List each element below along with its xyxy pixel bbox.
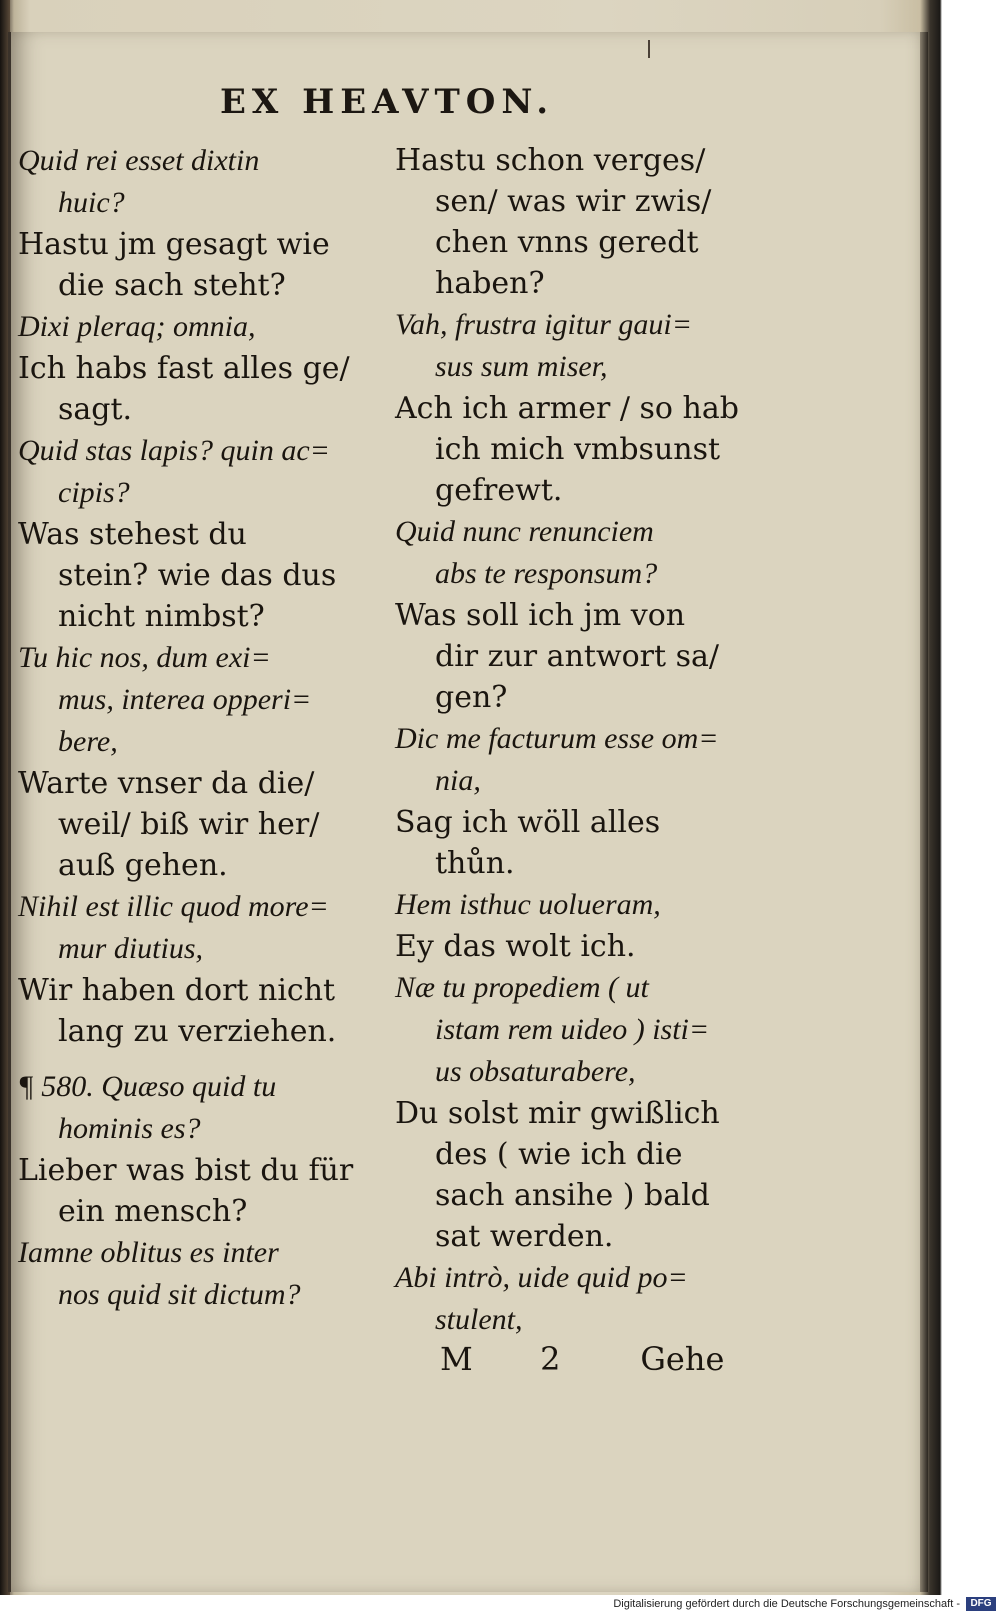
- german-entry: [18, 970, 363, 1052]
- text-line: hominis es?: [58, 1112, 201, 1145]
- latin-entry: [395, 718, 740, 802]
- german-entry: [18, 224, 363, 306]
- text-line: Quid stas lapis? quin ac=: [18, 434, 330, 467]
- text-line: Was stehest du: [18, 517, 247, 552]
- text-line: Quid nunc renunciem: [395, 515, 654, 548]
- text-line: Abi intrò, uide quid po=: [395, 1261, 688, 1294]
- text-line: Du solst mir gwißlich: [395, 1096, 720, 1131]
- latin-entry: [18, 637, 363, 763]
- latin-entry: [395, 511, 740, 595]
- latin-entry: [18, 886, 363, 970]
- text-line: sen/ was wir zwis/: [435, 184, 712, 219]
- text-line: stulent,: [435, 1303, 523, 1336]
- latin-entry: [395, 1257, 740, 1341]
- latin-entry: [18, 430, 363, 514]
- catchword: Gehe: [640, 1340, 725, 1378]
- text-line: auß gehen.: [58, 848, 228, 883]
- signature-mark: M: [440, 1340, 473, 1378]
- text-line: gefrewt.: [435, 473, 563, 508]
- text-line: Lieber was bist du für: [18, 1153, 354, 1188]
- german-entry: [395, 926, 740, 967]
- text-line: lang zu verziehen.: [58, 1014, 337, 1049]
- text-line: ich mich vmbsunst: [435, 432, 721, 467]
- text-line: bere,: [58, 725, 118, 758]
- text-line: chen vnns geredt: [435, 225, 699, 260]
- text-line: dir zur antwort sa/: [435, 639, 720, 674]
- text-line: Warte vnser da die/: [18, 766, 315, 801]
- text-line: sach ansihe ) bald: [435, 1178, 710, 1213]
- text-line: Was soll ich jm von: [395, 598, 686, 633]
- text-line: thůn.: [435, 846, 515, 881]
- text-line: Tu hic nos, dum exi=: [18, 641, 271, 674]
- text-line: Hastu schon verges/: [395, 143, 706, 178]
- text-line: Nihil est illic quod more=: [18, 890, 329, 923]
- text-line: huic?: [58, 186, 125, 219]
- signature-number: 2: [540, 1340, 561, 1378]
- text-line: Vah, frustra igitur gaui=: [395, 308, 692, 341]
- text-line: Sag ich wöll alles: [395, 805, 661, 840]
- text-line: weil/ biß wir her/: [58, 807, 320, 842]
- text-line: ¶ 580. Quæso quid tu: [18, 1070, 277, 1103]
- german-entry: [395, 1093, 740, 1257]
- german-entry: [18, 348, 363, 430]
- entry-gap: [18, 1052, 363, 1066]
- text-line: us obsaturabere,: [435, 1055, 636, 1088]
- text-line: Hastu jm gesagt wie: [18, 227, 330, 262]
- right-column: [395, 140, 740, 1341]
- latin-entry: [395, 884, 740, 926]
- german-entry: [395, 388, 740, 511]
- latin-entry: [395, 304, 740, 388]
- latin-entry: [395, 967, 740, 1093]
- text-line: Næ tu propediem ( ut: [395, 971, 649, 1004]
- latin-entry: [18, 1066, 363, 1150]
- text-line: des ( wie ich die: [435, 1137, 683, 1172]
- text-line: Ey das wolt ich.: [395, 929, 636, 964]
- text-line: nia,: [435, 764, 481, 797]
- text-line: nicht nimbst?: [58, 599, 265, 634]
- page-tick-mark: [648, 40, 650, 58]
- text-line: stein? wie das dus: [58, 558, 337, 593]
- left-column: [18, 140, 363, 1316]
- text-line: sat werden.: [435, 1219, 614, 1254]
- text-line: sus sum miser,: [435, 350, 608, 383]
- text-line: abs te responsum?: [435, 557, 658, 590]
- german-entry: [18, 1150, 363, 1232]
- running-header: EX HEAVTON.: [220, 82, 555, 122]
- signature-line: [440, 1340, 740, 1378]
- text-line: Iamne oblitus es inter: [18, 1236, 279, 1269]
- text-line: Dixi pleraq; omnia,: [18, 310, 256, 343]
- german-entry: [395, 595, 740, 718]
- text-line: gen?: [435, 680, 508, 715]
- text-line: die sach steht?: [58, 268, 286, 303]
- latin-entry: [18, 140, 363, 224]
- funding-notice: Digitalisierung gefördert durch die Deutsche Forschungsgemeinschaft -: [613, 1598, 960, 1610]
- german-entry: [395, 140, 740, 304]
- text-line: istam rem uideo ) isti=: [435, 1013, 710, 1046]
- latin-entry: [18, 306, 363, 348]
- latin-entry: [18, 1232, 363, 1316]
- text-line: Wir haben dort nicht: [18, 973, 336, 1008]
- text-line: Dic me facturum esse om=: [395, 722, 719, 755]
- text-line: Ach ich armer / so hab: [395, 391, 739, 426]
- text-line: haben?: [435, 266, 545, 301]
- text-line: nos quid sit dictum?: [58, 1278, 301, 1311]
- text-line: mur diutius,: [58, 932, 204, 965]
- text-line: Ich habs fast alles ge/: [18, 351, 350, 386]
- page-edge: [920, 32, 928, 1592]
- footer-bar: [0, 1595, 1000, 1615]
- text-line: Hem isthuc uolueram,: [395, 888, 661, 921]
- text-line: cipis?: [58, 476, 130, 509]
- text-line: Quid rei esset dixtin: [18, 144, 260, 177]
- text-line: mus, interea opperi=: [58, 683, 312, 716]
- text-line: ein mensch?: [58, 1194, 248, 1229]
- german-entry: [395, 802, 740, 884]
- german-entry: [18, 763, 363, 886]
- text-line: sagt.: [58, 392, 133, 427]
- german-entry: [18, 514, 363, 637]
- dfg-logo: DFG: [966, 1597, 996, 1611]
